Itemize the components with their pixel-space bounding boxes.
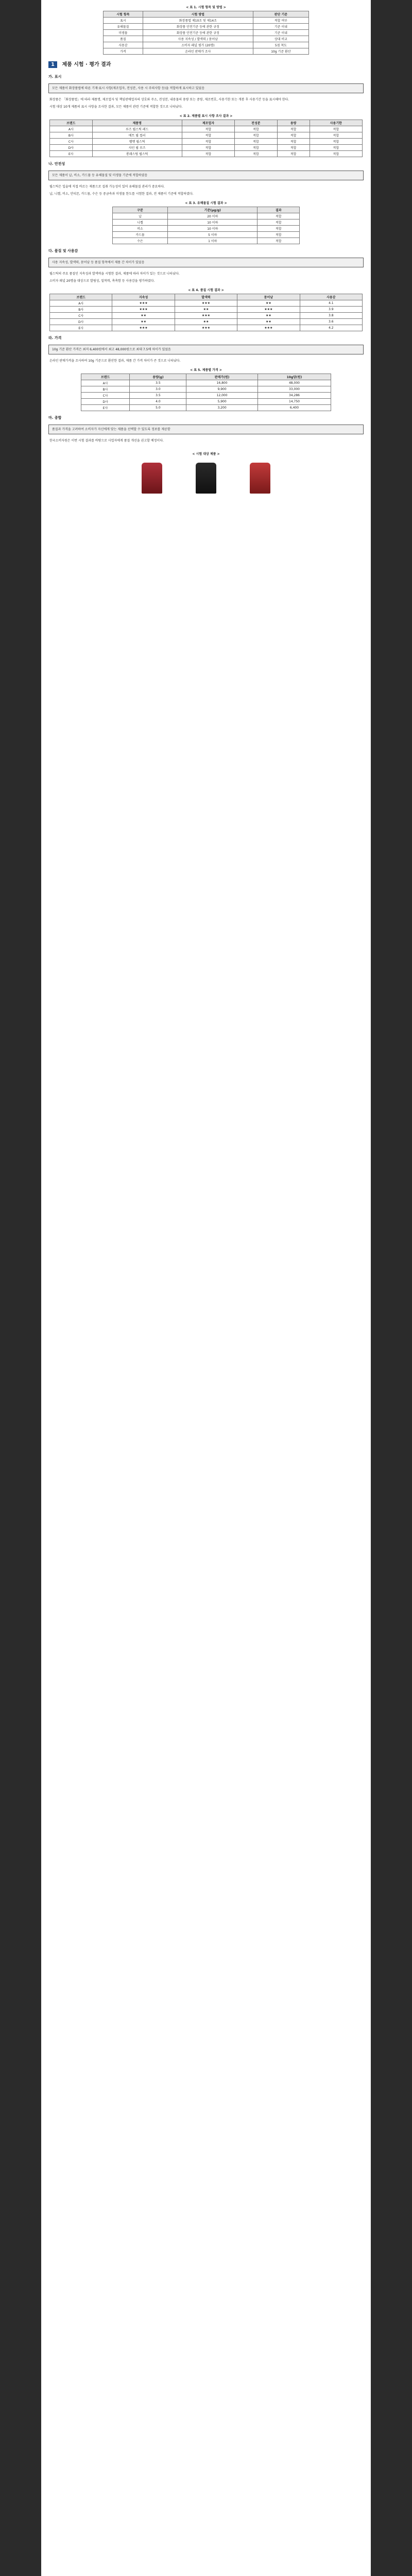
table-cell: 3.5 — [130, 393, 186, 399]
table-cell: 적합 — [182, 139, 234, 145]
table-cell: 9,900 — [186, 386, 258, 393]
table-3-block — [41, 198, 371, 245]
table-cell: 적합 — [310, 126, 362, 132]
section-title-text: 제품 시험 · 평가 결과 — [62, 62, 111, 67]
column-header: 묻어남 — [237, 294, 300, 300]
top-table-caption: < 표 1. 시험 항목 및 방법 > — [186, 6, 226, 9]
table-row — [50, 325, 363, 331]
column-header: 사용감 — [300, 294, 362, 300]
paragraph: 립스틱의 주요 품질인 지속성과 발색력을 시험한 결과, 제품에 따라 차이가 있는 것으로 나타났다. — [49, 272, 180, 276]
table-cell: ★★★ — [175, 313, 237, 319]
table-cell: 5,900 — [186, 399, 258, 405]
table-cell: 적합 — [258, 219, 300, 226]
table-cell: ★★★ — [237, 307, 300, 313]
table-cell: ★★ — [112, 319, 175, 325]
table-cell: 적합 — [258, 226, 300, 232]
table-cell: A사 — [50, 300, 112, 307]
table-cell: 적합 — [182, 126, 234, 132]
table-cell: 비소 — [112, 226, 168, 232]
table-row — [50, 151, 363, 157]
top-table — [103, 11, 309, 55]
table-row — [104, 30, 309, 36]
table-cell: ★★★ — [175, 325, 237, 331]
table-cell: 소비자 패널 평가 (20명) — [143, 42, 253, 48]
paragraph: 화장품은 「화장품법」에 따라 제품명, 제조업자 및 책임판매업자의 상호와 주소, 전성분, 내용물의 용량 또는 중량, 제조번호, 사용기한 또는 개봉 후 사용기간 등을 표시해야 한다. — [49, 98, 289, 101]
table-row — [104, 36, 309, 42]
table-cell: 12,000 — [186, 393, 258, 399]
sub-heading-price: 라. 가격 — [48, 336, 62, 340]
table-row — [104, 18, 309, 24]
products-caption: < 시험 대상 제품 > — [192, 452, 220, 456]
sub-heading-quality: 다. 품질 및 사용감 — [48, 249, 78, 253]
table-cell: ★★ — [237, 313, 300, 319]
table-cell: 14,750 — [258, 399, 331, 405]
table-cell: B사 — [50, 132, 93, 139]
table-cell: 니켈 — [112, 219, 168, 226]
table-row — [104, 48, 309, 55]
table-cell: 표시 — [104, 18, 143, 24]
table-cell: 10g 기준 환산 — [253, 48, 308, 55]
table-2-block — [41, 111, 371, 158]
table-cell: D사 — [50, 319, 112, 325]
table-cell: 기준 이내 — [253, 24, 308, 30]
table-caption: < 표 5. 제품별 가격 > — [190, 368, 222, 372]
table-row — [50, 313, 363, 319]
column-header: 브랜드 — [81, 374, 130, 380]
table-row — [81, 405, 331, 411]
lipstick-image — [142, 463, 162, 494]
table-cell: C사 — [50, 313, 112, 319]
table-cell: 20 이하 — [168, 213, 258, 219]
table-cell: 적합 — [310, 139, 362, 145]
table-cell: 적합 — [235, 126, 278, 132]
table-row — [50, 307, 363, 313]
paragraph: 납, 니켈, 비소, 안티몬, 카드뮴, 수은 등 중금속과 미생물 한도를 시험한 결과, 전 제품이 기준에 적합하였다. — [49, 192, 194, 196]
table-cell: E사 — [50, 151, 93, 157]
table-row — [81, 393, 331, 399]
column-header: 결과 — [258, 207, 300, 213]
table-row — [112, 232, 300, 238]
table-cell: 3.0 — [130, 386, 186, 393]
table-row — [112, 238, 300, 244]
column-header: 지속성 — [112, 294, 175, 300]
table-cell: 적합 — [182, 151, 234, 157]
table-cell: 납 — [112, 213, 168, 219]
table-cell: 매트 립 컬러 — [92, 132, 182, 139]
table-cell: 기준 이내 — [253, 30, 308, 36]
table-cell: 3.8 — [300, 313, 362, 319]
table-cell: 4.2 — [300, 325, 362, 331]
table-cell: 화장품법 제10조 및 제14조 — [143, 18, 253, 24]
table-cell: 1 이하 — [168, 238, 258, 244]
summary-box: 사용 지속성, 발색력, 묻어남 등 품질 항목에서 제품 간 차이가 있었음 — [48, 258, 364, 267]
column-header: 판단 기준 — [253, 11, 308, 18]
column-header: 브랜드 — [50, 120, 93, 126]
table-cell: ★★ — [175, 319, 237, 325]
column-header: 용량(g) — [130, 374, 186, 380]
table-cell: 품질 — [104, 36, 143, 42]
table-cell: 적합 — [258, 213, 300, 219]
sub-heading-summary: 마. 종합 — [48, 416, 62, 420]
table-row — [50, 126, 363, 132]
column-header: 시험 항목 — [104, 11, 143, 18]
table-cell: 적합 — [277, 145, 310, 151]
label-table — [49, 120, 363, 157]
table-cell: E사 — [81, 405, 130, 411]
table-cell: 48,000 — [258, 380, 331, 386]
table-cell: 미생물 — [104, 30, 143, 36]
table-cell: 샤인 립 루즈 — [92, 145, 182, 151]
column-header: 전성분 — [235, 120, 278, 126]
table-cell: E사 — [50, 325, 112, 331]
paragraph: 온라인 판매가격을 조사하여 10g 기준으로 환산한 결과, 제품 간 가격 차이가 큰 것으로 나타났다. — [49, 359, 181, 363]
table-cell: ★★ — [237, 300, 300, 307]
table-row — [81, 399, 331, 405]
table-cell: 적합 — [277, 151, 310, 157]
table-cell: 5점 척도 — [253, 42, 308, 48]
table-cell: 5.0 — [130, 405, 186, 411]
hazard-table — [112, 207, 300, 244]
table-4-block — [41, 285, 371, 332]
table-cell: 적합 — [310, 151, 362, 157]
table-row — [112, 219, 300, 226]
table-cell: C사 — [50, 139, 93, 145]
report-page — [41, 0, 371, 2576]
table-row — [81, 380, 331, 386]
table-cell: 적합 — [235, 139, 278, 145]
table-row — [50, 145, 363, 151]
table-cell: ★★★ — [112, 307, 175, 313]
column-header: 사용기한 — [310, 120, 362, 126]
summary-box: 품질과 가격을 고려하여 소비자가 자신에게 맞는 제품을 선택할 수 있도록 정보를 제공함 — [48, 425, 364, 434]
table-cell: 3,200 — [186, 405, 258, 411]
table-cell: 루즈 립스틱 레드 — [92, 126, 182, 132]
lipstick-image — [250, 463, 270, 494]
table-cell: 적합 — [258, 238, 300, 244]
lipstick-image — [196, 463, 216, 494]
section-1-title — [41, 57, 371, 71]
table-cell: 온라인 판매가 조사 — [143, 48, 253, 55]
table-cell: A사 — [81, 380, 130, 386]
table-row — [50, 132, 363, 139]
table-cell: 수은 — [112, 238, 168, 244]
table-cell: 3.9 — [300, 307, 362, 313]
table-caption: < 표 4. 품질 시험 결과 > — [188, 289, 224, 292]
table-cell: 적합 — [235, 151, 278, 157]
table-cell: ★★ — [237, 319, 300, 325]
table-row — [50, 139, 363, 145]
product-thumbs — [41, 457, 371, 499]
table-cell: 사용감 — [104, 42, 143, 48]
summary-box: 10g 기준 환산 가격은 최저 6,400원에서 최고 48,000원으로 최대 7.5배 차이가 있었음 — [48, 345, 364, 354]
table-5-block — [41, 365, 371, 412]
table-row — [81, 386, 331, 393]
price-table — [81, 374, 331, 411]
table-cell: 10 이하 — [168, 226, 258, 232]
table-cell: 적합 — [235, 132, 278, 139]
summary-box: 모든 제품이 납, 비소, 카드뮴 등 유해물질 및 미생물 기준에 적합하였음 — [48, 171, 364, 180]
table-caption: < 표 3. 유해물질 시험 결과 > — [185, 201, 227, 205]
paragraph: 시험 대상 10개 제품의 표시 사항을 조사한 결과, 모든 제품이 관련 기준에 적합한 것으로 나타났다. — [49, 105, 183, 109]
table-cell: ★★★ — [112, 325, 175, 331]
table-cell: 벨벳 립스틱 — [92, 139, 182, 145]
table-cell: B사 — [81, 386, 130, 393]
sub-heading-label: 가. 표시 — [48, 75, 62, 79]
table-cell: 상대 비교 — [253, 36, 308, 42]
product-image — [126, 460, 178, 497]
column-header: 발색력 — [175, 294, 237, 300]
table-cell: C사 — [81, 393, 130, 399]
table-cell: 화장품 안전기준 등에 관한 규정 — [143, 24, 253, 30]
table-cell: 적합 — [310, 132, 362, 139]
product-image — [234, 460, 286, 497]
column-header: 제품명 — [92, 120, 182, 126]
table-cell: D사 — [81, 399, 130, 405]
table-cell: A사 — [50, 126, 93, 132]
table-cell: B사 — [50, 307, 112, 313]
top-table-block — [41, 0, 371, 57]
table-cell: 카드뮴 — [112, 232, 168, 238]
summary-box: 모든 제품이 화장품법에 따른 기재·표시 사항(제조업자, 전성분, 사용 시 주의사항 등)을 적합하게 표시하고 있었음 — [48, 83, 364, 93]
table-cell: 적합 — [258, 232, 300, 238]
column-header: 구분 — [112, 207, 168, 213]
table-cell: 3.5 — [130, 380, 186, 386]
table-cell: 6,400 — [258, 405, 331, 411]
column-header: 시험 방법 — [143, 11, 253, 18]
table-row — [50, 300, 363, 307]
table-cell: 적합 — [182, 145, 234, 151]
product-image — [180, 460, 232, 497]
table-cell: 적합 — [182, 132, 234, 139]
column-header: 기준(μg/g) — [168, 207, 258, 213]
section-number: 1 — [48, 61, 57, 68]
table-cell: 사용 지속성 / 발색력 / 묻어남 — [143, 36, 253, 42]
table-cell: 적합 — [277, 139, 310, 145]
table-cell: 적합 — [277, 132, 310, 139]
table-row — [112, 213, 300, 219]
table-cell: 유해물질 — [104, 24, 143, 30]
table-cell: 적합 여부 — [253, 18, 308, 24]
table-row — [112, 226, 300, 232]
table-cell: 적합 — [310, 145, 362, 151]
table-cell: ★★★ — [237, 325, 300, 331]
table-cell: ★★ — [112, 313, 175, 319]
column-header: 제조업자 — [182, 120, 234, 126]
table-cell: 적합 — [235, 145, 278, 151]
table-cell: 34,286 — [258, 393, 331, 399]
paragraph: 한국소비자원은 이번 시험 결과를 바탕으로 사업자에게 품질 개선을 권고할 예정이다. — [49, 439, 164, 443]
table-cell: ★★★ — [175, 300, 237, 307]
table-cell: 5 이하 — [168, 232, 258, 238]
table-cell: D사 — [50, 145, 93, 151]
table-cell: 4.0 — [130, 399, 186, 405]
column-header: 판매가(원) — [186, 374, 258, 380]
table-cell: 화장품 안전기준 등에 관한 규정 — [143, 30, 253, 36]
table-caption: < 표 2. 제품별 표시 사항 조사 결과 > — [179, 114, 233, 118]
paragraph: 립스틱은 입술에 직접 바르는 제품으로 섭취 가능성이 있어 유해물질 관리가 중요하다. — [49, 185, 165, 189]
column-header: 10g당(원) — [258, 374, 331, 380]
table-cell: 적합 — [277, 126, 310, 132]
column-header: 용량 — [277, 120, 310, 126]
table-row — [50, 319, 363, 325]
table-cell: 4.1 — [300, 300, 362, 307]
sub-heading-safety: 나. 안전성 — [48, 162, 65, 166]
column-header: 브랜드 — [50, 294, 112, 300]
table-row — [104, 42, 309, 48]
table-cell: 10 이하 — [168, 219, 258, 226]
table-row — [104, 24, 309, 30]
quality-table — [49, 294, 363, 331]
paragraph: 소비자 패널 20명을 대상으로 발림성, 밀착력, 촉촉함 등 사용감을 평가하였다. — [49, 279, 155, 283]
table-cell: 가격 — [104, 48, 143, 55]
table-cell: ★★ — [175, 307, 237, 313]
table-cell: 3.6 — [300, 319, 362, 325]
table-cell: 16,800 — [186, 380, 258, 386]
table-cell: 롱래스팅 립스틱 — [92, 151, 182, 157]
table-cell: ★★★ — [112, 300, 175, 307]
table-cell: 33,000 — [258, 386, 331, 393]
